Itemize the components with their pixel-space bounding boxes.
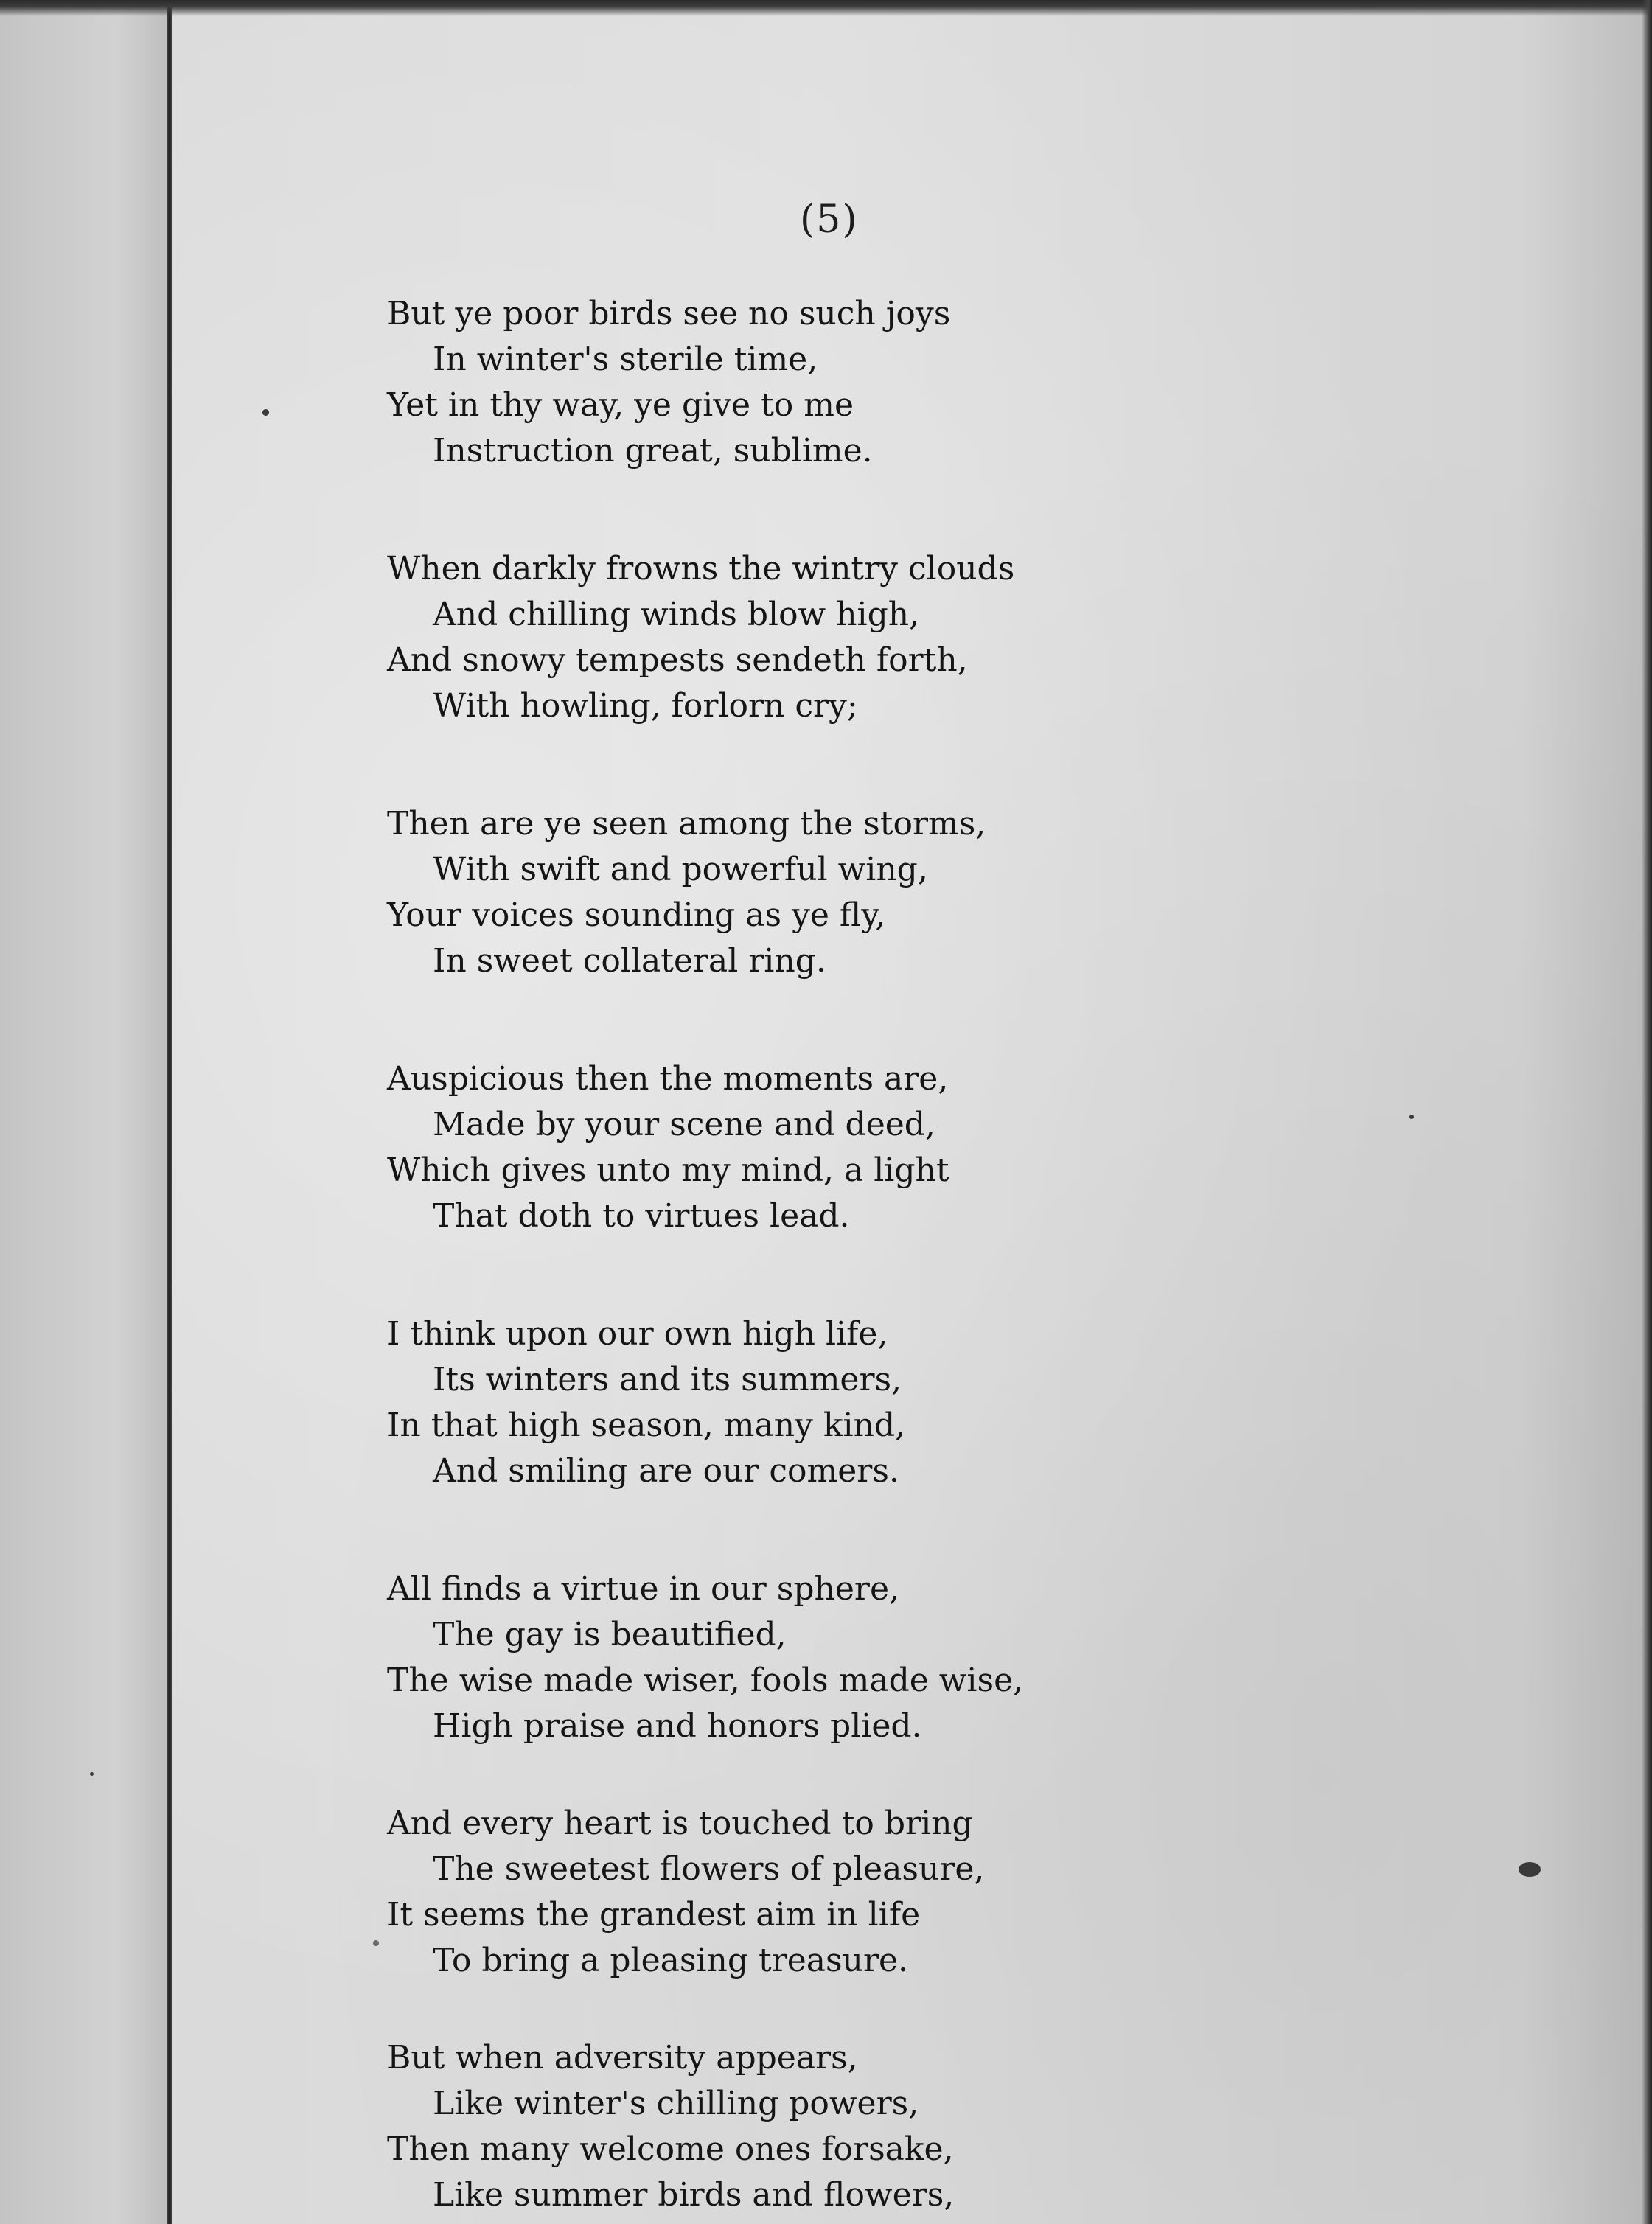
poem-line: Made by your scene and deed, [433,1106,935,1143]
poem-line: Like winter's chilling powers, [433,2085,919,2122]
ink-speck [90,1772,94,1776]
ink-speck [1519,1862,1541,1877]
stanza [387,1311,1257,1494]
right-page-edge [1642,0,1652,2224]
ink-speck [262,409,269,416]
binding-margin [0,0,167,2224]
poem-line: But when adversity appears, [387,2039,858,2077]
poem-line: Like summer birds and flowers, [433,2176,955,2214]
stanza [387,1056,1257,1239]
poem-line: And every heart is touched to bring [387,1805,973,1842]
stanza [387,546,1257,729]
poem-line: Then are ye seen among the storms, [387,805,986,843]
stanza [387,291,1257,474]
poem-line: In sweet collateral ring. [433,942,826,980]
stanza [387,1566,1257,1749]
poem-line: High praise and honors plied. [433,1707,922,1745]
poem-line: The wise made wiser, fools made wise, [387,1662,1024,1699]
poem-line: And snowy tempests sendeth forth, [387,641,968,679]
poem-line: That doth to virtues lead. [433,1197,850,1235]
poem-line: Yet in thy way, ye give to me [387,386,854,424]
poem-line: Your voices sounding as ye fly, [387,896,886,934]
ink-speck [373,1940,379,1946]
poem-line: With swift and powerful wing, [433,851,928,888]
binding-edge [167,0,172,2224]
stanza [387,1801,1257,1984]
poem-line: Which gives unto my mind, a light [387,1151,949,1189]
top-page-edge [0,0,1652,16]
poem-line: The sweetest flowers of pleasure, [433,1850,985,1888]
poem-line: Its winters and its summers, [433,1361,902,1398]
poem-line: In winter's sterile time, [433,341,818,378]
stanza [387,2035,1257,2218]
poem-line: Instruction great, sublime. [433,432,873,470]
poem-line: But ye poor birds see no such joys [387,295,951,332]
poem-line: And smiling are our comers. [433,1452,899,1490]
page-number: (5) [800,198,859,242]
poem-line: It seems the grandest aim in life [387,1896,921,1934]
poem [387,291,1257,2218]
poem-line: When darkly frowns the wintry clouds [387,550,1015,588]
poem-line: In that high season, many kind, [387,1406,906,1444]
poem-line: And chilling winds blow high, [433,596,920,633]
poem-line: All finds a virtue in our sphere, [387,1570,899,1608]
poem-line: The gay is beautified, [433,1616,787,1653]
stanza [387,801,1257,984]
poem-line: With howling, forlorn cry; [433,687,858,725]
poem-line: I think upon our own high life, [387,1315,888,1353]
poem-line: To bring a pleasing treasure. [433,1942,909,1979]
poem-line: Then many welcome ones forsake, [387,2130,954,2168]
ink-speck [1409,1115,1414,1119]
poem-line: Auspicious then the moments are, [387,1060,949,1098]
